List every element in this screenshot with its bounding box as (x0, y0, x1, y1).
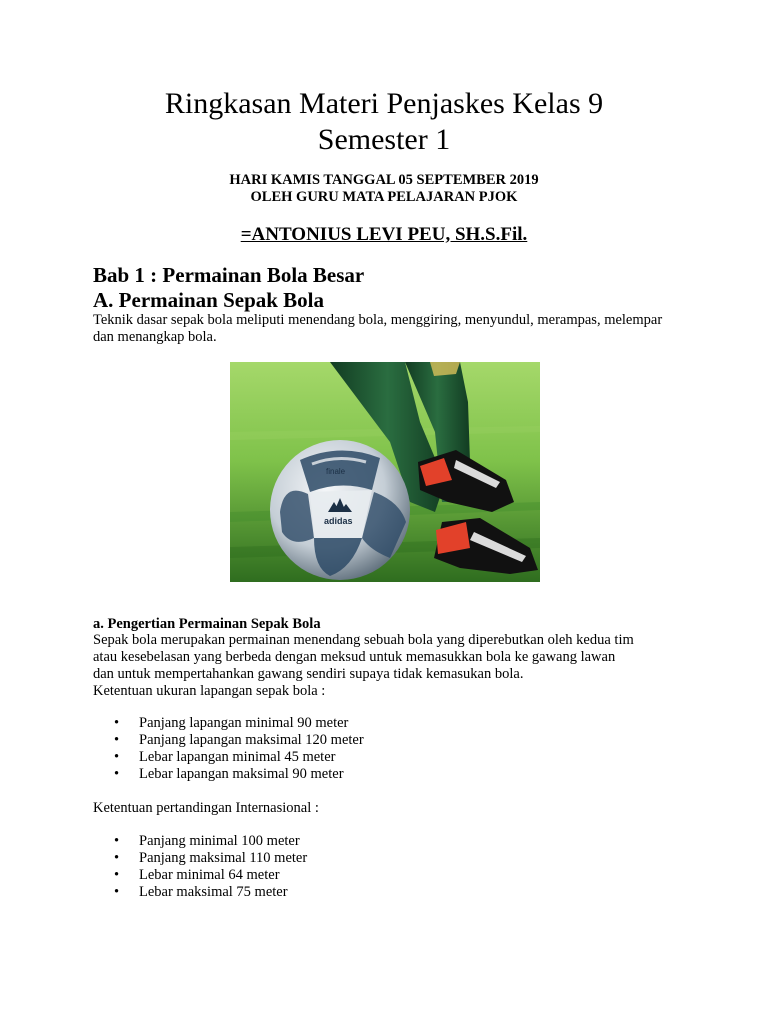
international-rules-heading: Ketentuan pertandingan Internasional : (93, 800, 319, 816)
bullet-icon: • (114, 715, 120, 731)
author-line: OLEH GURU MATA PELAJARAN PJOK (250, 189, 518, 205)
list-item-text: Panjang maksimal 110 meter (139, 850, 308, 866)
bullet-icon: • (114, 884, 120, 900)
list-item (93, 732, 364, 749)
chapter-heading: Bab 1 : Permainan Bola Besar (93, 263, 365, 287)
ball-brand-text: adidas (324, 516, 353, 526)
list-item-text: Lebar minimal 64 meter (139, 867, 280, 883)
ball-logo-text: finale (326, 467, 346, 476)
list-item-text: Lebar lapangan maksimal 90 meter (139, 766, 344, 782)
field-rules-intro: Ketentuan ukuran lapangan sepak bola : (93, 683, 326, 699)
list-item (93, 833, 307, 850)
definition-line: atau kesebelasan yang berbeda dengan meksud untuk memasukkan bola ke gawang lawan (93, 649, 616, 665)
soccer-ball (270, 440, 410, 580)
list-item-text: Panjang lapangan minimal 90 meter (139, 715, 349, 731)
list-item (93, 715, 364, 732)
bullet-icon: • (114, 867, 120, 883)
definition-subheading: a. Pengertian Permainan Sepak Bola (93, 616, 321, 632)
list-item (93, 766, 364, 783)
list-item-text: Lebar maksimal 75 meter (139, 884, 288, 900)
teacher-name (0, 224, 768, 246)
section-heading: A. Permainan Sepak Bola (93, 288, 325, 312)
bullet-icon: • (114, 850, 120, 866)
list-item (93, 850, 307, 867)
teacher-name-text: =ANTONIUS LEVI PEU, SH.S.Fil. (240, 224, 528, 245)
list-item-text: Lebar lapangan minimal 45 meter (139, 749, 336, 765)
list-item-text: Panjang minimal 100 meter (139, 833, 300, 849)
list-item (93, 749, 364, 766)
international-rules-list (93, 833, 307, 901)
definition-paragraph (93, 632, 673, 700)
definition-line: dan untuk mempertahankan gawang sendiri supaya tidak kemasukan bola. (93, 666, 524, 682)
football-photo-illustration (230, 362, 540, 582)
bullet-icon: • (114, 766, 120, 782)
field-rules-list (93, 715, 364, 783)
bullet-icon: • (114, 749, 120, 765)
list-item-text: Panjang lapangan maksimal 120 meter (139, 732, 364, 748)
document-title (0, 86, 768, 158)
date-line: HARI KAMIS TANGGAL 05 SEPTEMBER 2019 (229, 172, 539, 188)
bullet-icon: • (114, 833, 120, 849)
football-photo (230, 362, 540, 582)
list-item (93, 867, 307, 884)
intro-paragraph: Teknik dasar sepak bola meliputi menendang bola, menggiring, menyundul, merampas, melempar dan menangkap bola. (93, 312, 663, 345)
title-line-1: Ringkasan Materi Penjaskes Kelas 9 (164, 87, 604, 120)
definition-line: Sepak bola merupakan permainan menendang sebuah bola yang diperebutkan oleh kedua tim (93, 632, 634, 648)
list-item (93, 884, 307, 901)
title-line-2: Semester 1 (317, 123, 451, 156)
bullet-icon: • (114, 732, 120, 748)
